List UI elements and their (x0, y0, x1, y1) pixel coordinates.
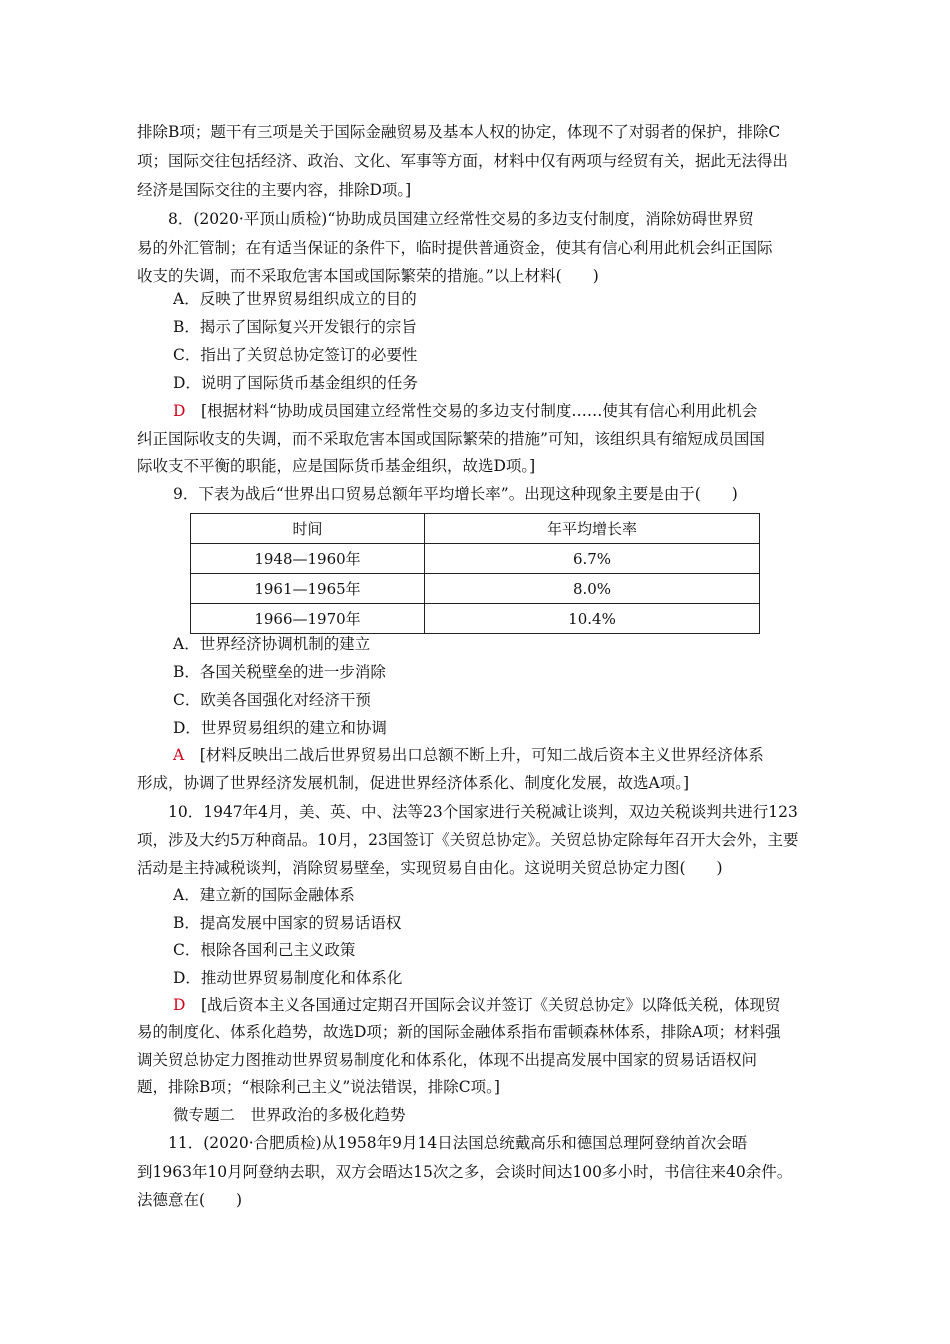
text-line: 际收支不平衡的职能，应是国际货币基金组织，故选D项。] (137, 457, 536, 475)
text-line: 活动是主持减税谈判，消除贸易壁垒，实现贸易自由化。这说明关贸总协定力图( ) (137, 859, 723, 877)
section-heading: 微专题二 世界政治的多极化趋势 (173, 1106, 406, 1124)
text-line: 纠正国际收支的失调，而不采取危害本国或国际繁荣的措施”可知，该组织具有缩短成员国国 (137, 430, 765, 448)
text-line: 排除B项；题干有三项是关于国际金融贸易及基本人权的协定，体现不了对弱者的保护，排除C (137, 123, 781, 141)
text-line: 经济是国际交往的主要内容，排除D项。] (137, 181, 412, 199)
option-a: A．建立新的国际金融体系 (173, 886, 355, 904)
table-cell: 6.7% (425, 544, 760, 574)
table-header-cell: 年平均增长率 (425, 514, 760, 544)
text-line: 收支的失调，而不采取危害本国或国际繁荣的措施。”以上材料( ) (137, 267, 599, 285)
table-cell: 1961—1965年 (191, 574, 425, 604)
text-line: 形成，协调了世界经济发展机制，促进世界经济体系化、制度化发展，故选A项。] (137, 774, 689, 792)
table-cell: 1948—1960年 (191, 544, 425, 574)
answer-explanation (173, 401, 757, 421)
table-row (191, 574, 760, 604)
question-11-stem: 11．(2020·合肥质检)从1958年9月14日法国总统戴高乐和德国总理阿登纳首次会晤 (168, 1134, 748, 1152)
option-d: D．说明了国际货币基金组织的任务 (173, 374, 418, 392)
option-c: C．根除各国利己主义政策 (173, 941, 356, 959)
growth-rate-table (190, 513, 760, 634)
text-line: 易的外汇管制；在有适当保证的条件下，临时提供普通资金，使其有信心利用此机会纠正国际 (137, 239, 773, 257)
option-d: D．推动世界贸易制度化和体系化 (173, 969, 403, 987)
answer-explanation (173, 995, 781, 1015)
question-8-stem: 8．(2020·平顶山质检)“协助成员国建立经常性交易的多边支付制度，消除妨碍世界贸 (168, 210, 754, 228)
option-d: D．世界贸易组织的建立和协调 (173, 719, 387, 737)
table-header-row (191, 514, 760, 544)
text-line: 项，涉及大约5万种商品。10月，23国签订《关贸总协定》。关贸总协定除每年召开大会外，主要 (137, 831, 799, 849)
answer-letter: D (173, 402, 186, 420)
answer-letter: A (173, 746, 185, 764)
explanation-text: [战后资本主义各国通过定期召开国际会议并签订《关贸总协定》以降低关税，体现贸 (185, 996, 781, 1014)
explanation-text: [材料反映出二战后世界贸易出口总额不断上升，可知二战后资本主义世界经济体系 (184, 746, 764, 764)
table-header-cell: 时间 (191, 514, 425, 544)
option-a: A．反映了世界贸易组织成立的目的 (173, 290, 417, 308)
question-9-stem: 9．下表为战后“世界出口贸易总额年平均增长率”。出现这种现象主要是由于( ) (173, 485, 738, 503)
text-line: 项；国际交往包括经济、政治、文化、军事等方面，材料中仅有两项与经贸有关，据此无法得出 (137, 152, 789, 170)
table-row (191, 544, 760, 574)
table-row (191, 604, 760, 634)
table-cell: 1966—1970年 (191, 604, 425, 634)
answer-letter: D (173, 996, 186, 1014)
text-line: 题，排除B项；“根除利己主义”说法错误，排除C项。] (137, 1078, 500, 1096)
text-line: 到1963年10月阿登纳去职，双方会晤达15次之多，会谈时间达100多小时，书信往来40余件。 (137, 1163, 793, 1181)
answer-explanation (173, 745, 764, 765)
explanation-text: [根据材料“协助成员国建立经常性交易的多边支付制度……使其有信心利用此机会 (185, 402, 758, 420)
text-line: 法德意在( ) (137, 1191, 243, 1209)
table-cell: 10.4% (425, 604, 760, 634)
text-line: 易的制度化、体系化趋势，故选D项；新的国际金融体系指布雷顿森林体系，排除A项；材料强 (137, 1023, 781, 1041)
question-10-stem: 10．1947年4月，美、英、中、法等23个国家进行关税减让谈判，双边关税谈判共进行123 (168, 803, 798, 821)
option-b: B．提高发展中国家的贸易话语权 (173, 914, 402, 932)
option-c: C．欧美各国强化对经济干预 (173, 691, 371, 709)
option-b: B．揭示了国际复兴开发银行的宗旨 (173, 318, 417, 336)
option-c: C．指出了关贸总协定签订的必要性 (173, 346, 418, 364)
option-b: B．各国关税壁垒的进一步消除 (173, 663, 386, 681)
table-cell: 8.0% (425, 574, 760, 604)
text-line: 调关贸总协定力图推动世界贸易制度化和体系化，体现不出提高发展中国家的贸易话语权问 (137, 1051, 758, 1069)
option-a: A．世界经济协调机制的建立 (173, 635, 371, 653)
